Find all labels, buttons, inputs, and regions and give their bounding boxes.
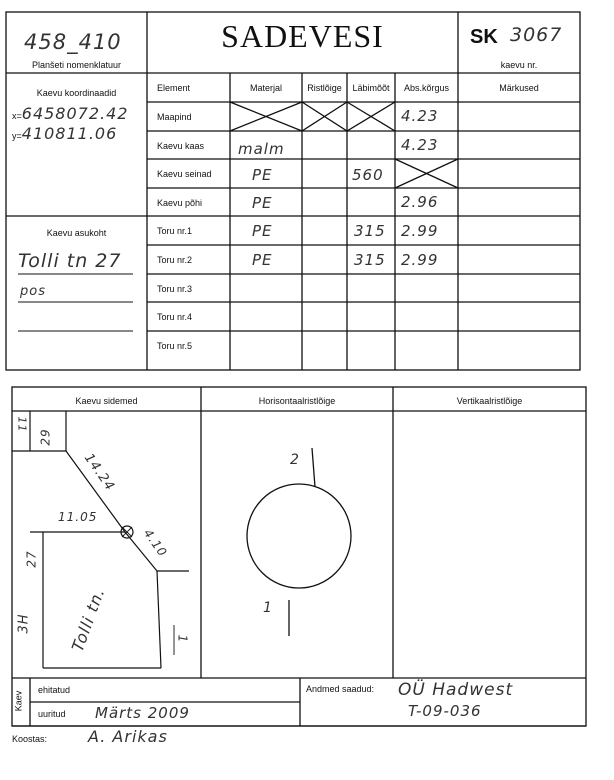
cell-material: PE [252, 194, 273, 212]
location-line-1: Tolli tn 27 [18, 250, 122, 272]
cell-material: PE [252, 166, 273, 184]
row-element-label: Toru nr.1 [157, 226, 193, 236]
sketch-label-29: 29 [38, 428, 53, 446]
well-side-label: Kaev [13, 690, 24, 712]
links-panel-title: Kaevu sidemed [75, 396, 138, 406]
street-label: Tolli tn. [67, 584, 109, 655]
author-value: A. Arikas [88, 727, 168, 746]
header-diameter: Läbimõõt [352, 83, 390, 93]
measured-label: uuritud [38, 709, 66, 719]
well-code-value: 3067 [510, 24, 563, 46]
sketch-label-27: 27 [24, 550, 39, 568]
y-value: 410811.06 [21, 124, 118, 143]
page-title: SADEVESI [221, 18, 384, 54]
vertical-panel-title: Vertikaalristlõige [456, 396, 523, 406]
row-element-label: Kaevu kaas [157, 141, 205, 151]
cell-material: malm [238, 140, 285, 158]
sketch-label-14-24: 14.24 [80, 450, 118, 495]
well-links-sketch [12, 411, 189, 668]
row-element-label: Kaevu põhi [157, 198, 203, 208]
author-label: Koostas: [12, 734, 48, 744]
coordinates-label: Kaevu koordinaadid [36, 88, 117, 98]
header-material: Materjal [249, 83, 282, 93]
y-coordinate [12, 124, 117, 144]
cell-material: PE [252, 222, 273, 240]
header-remarks: Märkused [499, 83, 539, 93]
header-abs-height: Abs.kõrgus [403, 83, 450, 93]
data-source-label: Andmed saadud: [306, 684, 375, 694]
well-number-label: kaevu nr. [500, 60, 538, 70]
horizontal-panel-title: Horisontaalristlõige [258, 396, 336, 406]
location-line-2: pos [20, 284, 46, 299]
x-prefix: x= [12, 111, 22, 121]
header-cross-section: Ristlõige [307, 83, 342, 93]
row-element-label: Toru nr.3 [157, 284, 193, 294]
data-source-value: OÜ Hadwest [398, 680, 514, 700]
cell-abs-height: 4.23 [401, 107, 439, 125]
row-element-label: Toru nr.5 [157, 341, 193, 351]
map-sheet-label: Planšeti nomenklatuur [31, 60, 122, 70]
sketch-label-11: 11 [15, 416, 29, 433]
well-code-prefix: SK [470, 26, 498, 48]
sketch-label-11-05: 11.05 [58, 510, 98, 524]
row-element-label: Maapind [157, 112, 192, 122]
cell-abs-height: 2.96 [401, 193, 439, 211]
location-label: Kaevu asukoht [46, 228, 107, 238]
cell-abs-height: 2.99 [401, 222, 439, 240]
sketch-label-3h: 3H [16, 613, 32, 634]
header-element: Element [157, 83, 191, 93]
row-element-label: Toru nr.2 [157, 255, 193, 265]
cell-diameter: 315 [354, 222, 386, 240]
row-element-label: Kaevu seinad [157, 169, 212, 179]
map-sheet-value: 458_410 [24, 30, 122, 54]
sketch-label-1: 1 [175, 634, 190, 644]
measured-value: Märts 2009 [95, 704, 190, 722]
pipe-label-2: 2 [290, 452, 300, 468]
x-coordinate [12, 104, 128, 124]
cell-diameter: 315 [354, 251, 386, 269]
cell-abs-height: 4.23 [401, 136, 439, 154]
x-value: 6458072.42 [21, 104, 129, 123]
cell-abs-height: 2.99 [401, 251, 439, 269]
sketch-label-4-10: 4.10 [140, 526, 170, 560]
cell-material: PE [252, 251, 273, 269]
built-label: ehitatud [38, 685, 71, 695]
pipe-label-1: 1 [263, 600, 273, 616]
cell-diameter: 560 [352, 166, 384, 184]
y-prefix: y= [12, 131, 22, 141]
row-element-label: Toru nr.4 [157, 312, 193, 322]
data-source-code: T-09-036 [408, 702, 482, 720]
